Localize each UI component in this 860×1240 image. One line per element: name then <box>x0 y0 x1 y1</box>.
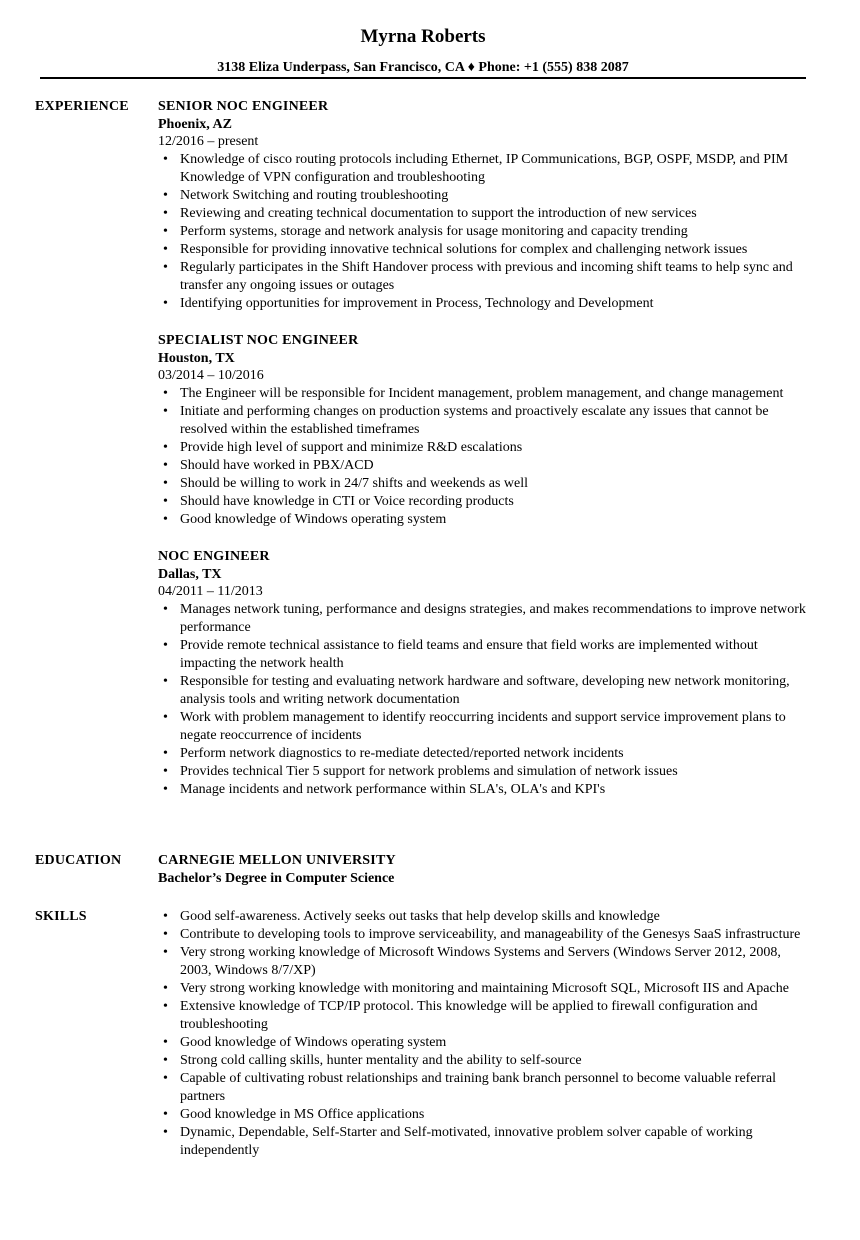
header-divider <box>40 77 806 79</box>
job-entry <box>158 98 814 313</box>
experience-body <box>158 98 814 818</box>
skill-item: • Good knowledge of Windows operating system <box>158 1034 814 1052</box>
bullet-item: • Perform systems, storage and network analysis for usage monitoring and capacity trending <box>158 223 814 241</box>
bullet-item: • Manage incidents and network performance within SLA's, OLA's and KPI's <box>158 781 814 799</box>
job-title: SENIOR NOC ENGINEER <box>158 99 329 114</box>
skill-item: • Very strong working knowledge of Microsoft Windows Systems and Servers (Windows Server 2012, 2008, 2003, Windows 8/7/XP) <box>158 944 814 980</box>
skill-item: • Very strong working knowledge with monitoring and maintaining Microsoft SQL, Microsoft IIS and Apache <box>158 980 814 998</box>
bullet-item: • Identifying opportunities for improvement in Process, Technology and Development <box>158 295 814 313</box>
bullet-item: • Should have knowledge in CTI or Voice recording products <box>158 493 814 511</box>
section-label-experience: EXPERIENCE <box>35 99 129 114</box>
bullet-item: • The Engineer will be responsible for Incident management, problem management, and change management <box>158 385 814 403</box>
bullet-item: • Responsible for testing and evaluating network hardware and software, developing new network monitoring, analysis tools and writing network documentation <box>158 673 814 709</box>
skill-item: • Good knowledge in MS Office applications <box>158 1106 814 1124</box>
skills-list <box>158 908 814 1160</box>
bullet-item: • Should have worked in PBX/ACD <box>158 457 814 475</box>
skills-body <box>158 908 814 1160</box>
skill-item: • Good self-awareness. Actively seeks out tasks that help develop skills and knowledge <box>158 908 814 926</box>
job-location: Phoenix, AZ <box>158 117 232 132</box>
bullet-item: • Reviewing and creating technical documentation to support the introduction of new services <box>158 205 814 223</box>
bullet-item: • Provide remote technical assistance to field teams and ensure that field works are implemented without impacting the network health <box>158 637 814 673</box>
bullet-item: • Provide high level of support and minimize R&D escalations <box>158 439 814 457</box>
job-dates: 12/2016 – present <box>158 134 259 149</box>
job-location: Houston, TX <box>158 351 235 366</box>
section-label-education: EDUCATION <box>35 853 122 868</box>
degree: Bachelor’s Degree in Computer Science <box>158 871 395 886</box>
skill-item: • Capable of cultivating robust relationships and training bank branch personnel to become valuable referral partners <box>158 1070 814 1106</box>
bullet-item: • Regularly participates in the Shift Handover process with previous and incoming shift teams to help sync and transfer any ongoing issues or outages <box>158 259 814 295</box>
job-entry <box>158 548 814 799</box>
skill-item: • Strong cold calling skills, hunter mentality and the ability to self-source <box>158 1052 814 1070</box>
candidate-name: Myrna Roberts <box>360 26 486 47</box>
bullet-item: • Initiate and performing changes on production systems and proactively escalate any issues that cannot be resolved within the established timeframes <box>158 403 814 439</box>
contact-line: 3138 Eliza Underpass, San Francisco, CA ♦ Phone: +1 (555) 838 2087 <box>217 60 629 75</box>
skill-item: • Contribute to developing tools to improve serviceability, and manageability of the Genesys SaaS infrastructure <box>158 926 814 944</box>
job-location: Dallas, TX <box>158 567 222 582</box>
bullet-item: • Good knowledge of Windows operating system <box>158 511 814 529</box>
job-bullets <box>158 385 814 529</box>
job-dates: 04/2011 – 11/2013 <box>158 584 263 599</box>
job-entry <box>158 332 814 529</box>
bullet-item: • Perform network diagnostics to re-mediate detected/reported network incidents <box>158 745 814 763</box>
job-title: NOC ENGINEER <box>158 549 270 564</box>
school-name: CARNEGIE MELLON UNIVERSITY <box>158 853 396 868</box>
bullet-item: • Provides technical Tier 5 support for network problems and simulation of network issues <box>158 763 814 781</box>
bullet-item: • Manages network tuning, performance and designs strategies, and makes recommendations to improve network performance <box>158 601 814 637</box>
job-bullets <box>158 151 814 313</box>
job-dates: 03/2014 – 10/2016 <box>158 368 264 383</box>
bullet-item: • Work with problem management to identify reoccurring incidents and support service improvement plans to negate reoccurrence of incidents <box>158 709 814 745</box>
skill-item: • Extensive knowledge of TCP/IP protocol. This knowledge will be applied to firewall configuration and troubleshooting <box>158 998 814 1034</box>
bullet-item: • Network Switching and routing troubleshooting <box>158 187 814 205</box>
job-bullets <box>158 601 814 799</box>
section-label-skills: SKILLS <box>35 909 87 924</box>
skill-item: • Dynamic, Dependable, Self-Starter and Self-motivated, innovative problem solver capable of working independently <box>158 1124 814 1160</box>
bullet-item: • Should be willing to work in 24/7 shifts and weekends as well <box>158 475 814 493</box>
bullet-item: • Knowledge of cisco routing protocols including Ethernet, IP Communications, BGP, OSPF, MSDP, and PIM Knowledge of VPN configuration and troubleshooting <box>158 151 814 187</box>
bullet-item: • Responsible for providing innovative technical solutions for complex and challenging network issues <box>158 241 814 259</box>
education-body <box>158 852 814 888</box>
job-title: SPECIALIST NOC ENGINEER <box>158 333 359 348</box>
